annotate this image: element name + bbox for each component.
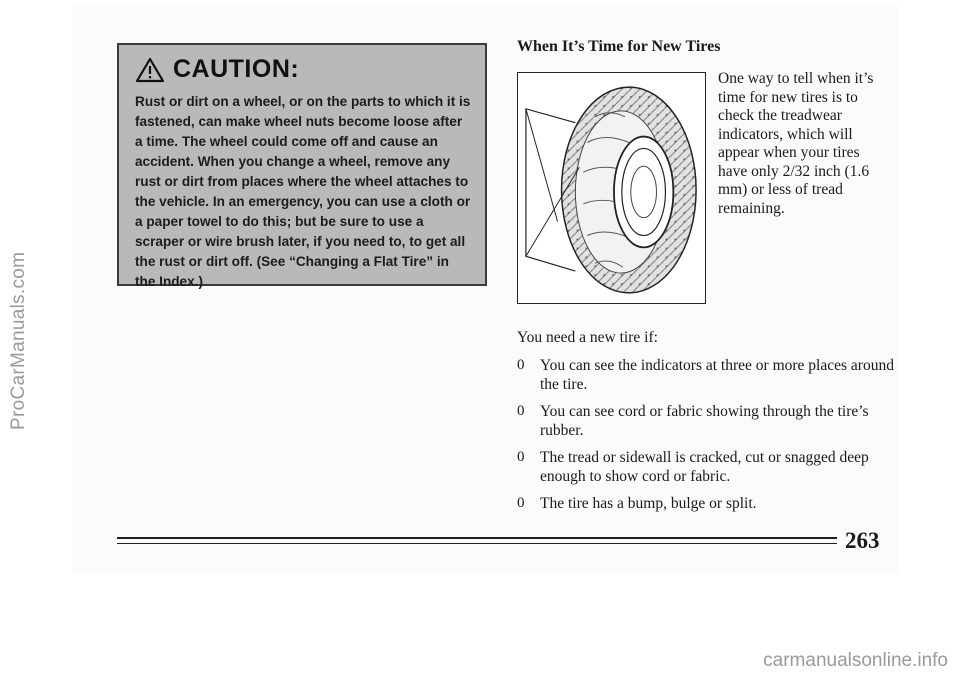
page-number: 263 <box>845 528 880 553</box>
footer-rule-thick <box>117 537 837 539</box>
list-item <box>517 356 897 394</box>
tire-illustration <box>517 72 706 304</box>
list-item-text: The tread or sidewall is cracked, cut or snagged deep enough to show cord or fabric. <box>540 449 869 485</box>
list-item <box>517 494 897 513</box>
footer-rule-thin <box>117 543 837 544</box>
bottom-watermark: carmanualsonline.info <box>763 650 948 671</box>
bullet-marker: 0 <box>517 495 525 511</box>
intro-paragraph: One way to tell when it’s time for new tires is to check the treadwear indicators, which will appear when your tires have only 2/32 inch (1.6 mm) or less of tread remaining. <box>718 70 874 217</box>
section-title: When It’s Time for New Tires <box>517 38 721 55</box>
list-item <box>517 448 897 486</box>
list-item-text: The tire has a bump, bulge or split. <box>540 495 757 512</box>
list-item-text: You can see the indicators at three or more places around the tire. <box>540 357 894 393</box>
lead-sentence: You need a new tire if: <box>517 329 658 346</box>
warning-triangle-icon <box>135 57 165 83</box>
caution-title: CAUTION: <box>173 55 300 83</box>
bullet-marker: 0 <box>517 449 525 465</box>
list-item <box>517 402 897 440</box>
bullet-marker: 0 <box>517 403 525 419</box>
tire-icon <box>518 73 705 303</box>
caution-box <box>117 43 487 289</box>
list-item-text: You can see cord or fabric showing through the tire’s rubber. <box>540 403 869 439</box>
caution-header <box>135 55 473 84</box>
caution-text: Rust or dirt on a wheel, or on the parts to which it is fastened, can make wheel nuts become loose after a time. The wheel could come off and cause an accident. When you change a wheel, remove any rust or dirt from places where the wheel attaches to the vehicle. In an emergency, you can use a cloth or a paper towel to do this; but be sure to use a scraper or wire brush later, if you need to, to get all the rust or dirt off. (See “Changing a Flat Tire” in the Index.) <box>135 94 471 289</box>
bullet-marker: 0 <box>517 357 525 373</box>
replacement-criteria-list <box>517 356 897 521</box>
side-watermark: ProCarManuals.com <box>8 251 29 430</box>
